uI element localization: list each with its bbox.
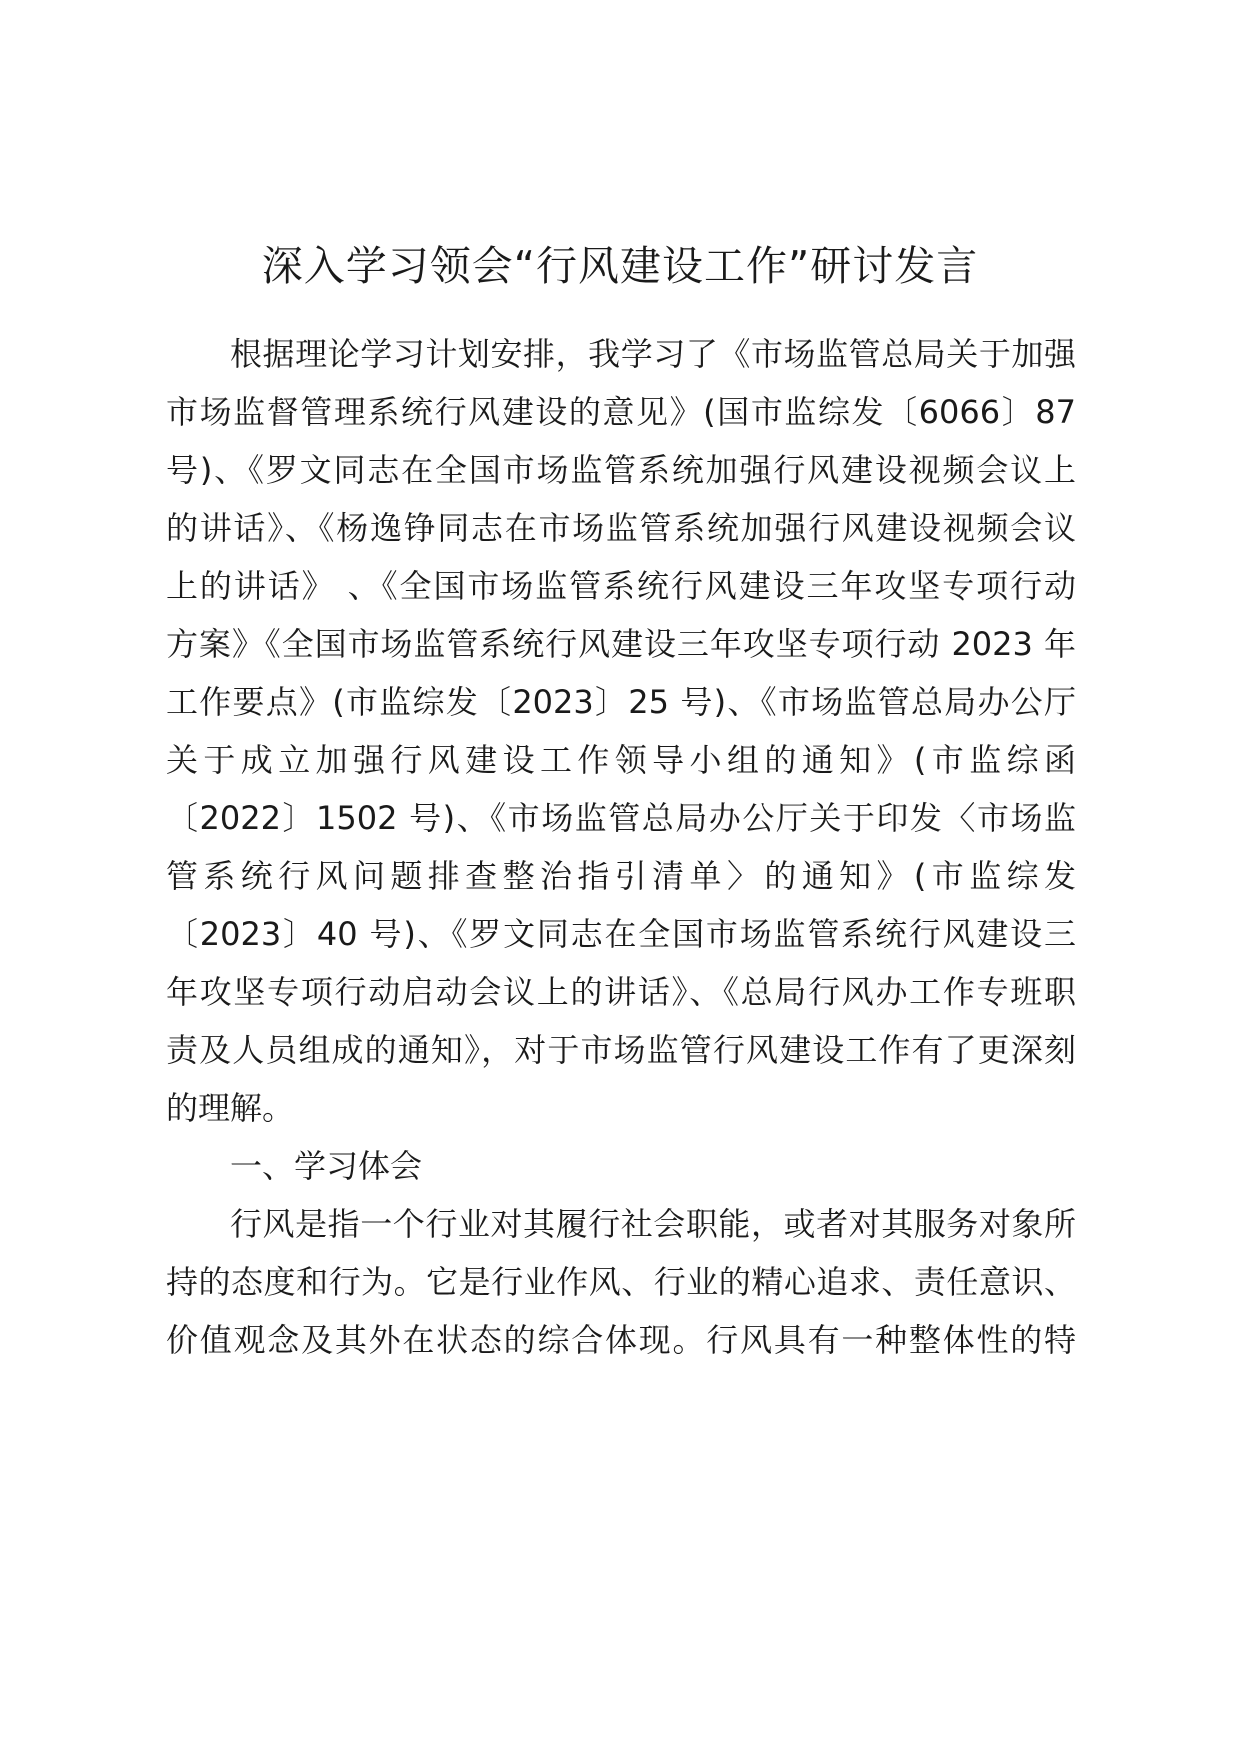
paragraph-line: 价值观念及其外在状态的综合体现。行风具有一种整体性的特: [166, 1321, 1076, 1359]
paragraph-line: 市场监督管理系统行风建设的意见》(国市监综发〔6066〕87: [166, 393, 1076, 431]
paragraph-line: 的讲话》、《杨逸铮同志在市场监管系统加强行风建设视频会议: [166, 509, 1076, 547]
paragraph-line: 持的态度和行为。它是行业作风、行业的精心追求、责任意识、: [166, 1263, 1076, 1301]
paragraph-line: 年攻坚专项行动启动会议上的讲话》、《总局行风办工作专班职: [166, 973, 1076, 1011]
paragraph-line: 责及人员组成的通知》，对于市场监管行风建设工作有了更深刻: [166, 1031, 1076, 1069]
paragraph-line: 〔2022〕1502 号)、《市场监管总局办公厅关于印发〈市场监: [166, 799, 1076, 837]
paragraph-line: 根据理论学习计划安排，我学习了《市场监管总局关于加强: [230, 335, 1076, 373]
paragraph-line: 管系统行风问题排查整治指引清单〉的通知》(市监综发: [166, 857, 1076, 895]
paragraph-line: 关于成立加强行风建设工作领导小组的通知》(市监综函: [166, 741, 1076, 779]
paragraph-line: 号)、《罗文同志在全国市场监管系统加强行风建设视频会议上: [166, 451, 1076, 489]
paragraph-line: 〔2023〕40 号)、《罗文同志在全国市场监管系统行风建设三: [166, 915, 1076, 953]
paragraph-line: 行风是指一个行业对其履行社会职能，或者对其服务对象所: [230, 1205, 1076, 1243]
paragraph-line: 的理解。: [166, 1089, 295, 1127]
paragraph-line: 方案》《全国市场监管系统行风建设三年攻坚专项行动 2023 年: [166, 625, 1076, 663]
paragraph-line: 工作要点》(市监综发〔2023〕25 号)、《市场监管总局办公厅: [166, 683, 1076, 721]
document-title: 深入学习领会“行风建设工作”研讨发言: [261, 242, 979, 290]
section-heading: 一、学习体会: [230, 1147, 423, 1185]
paragraph-line: 上的讲话》 、《全国市场监管系统行风建设三年攻坚专项行动: [166, 567, 1076, 605]
